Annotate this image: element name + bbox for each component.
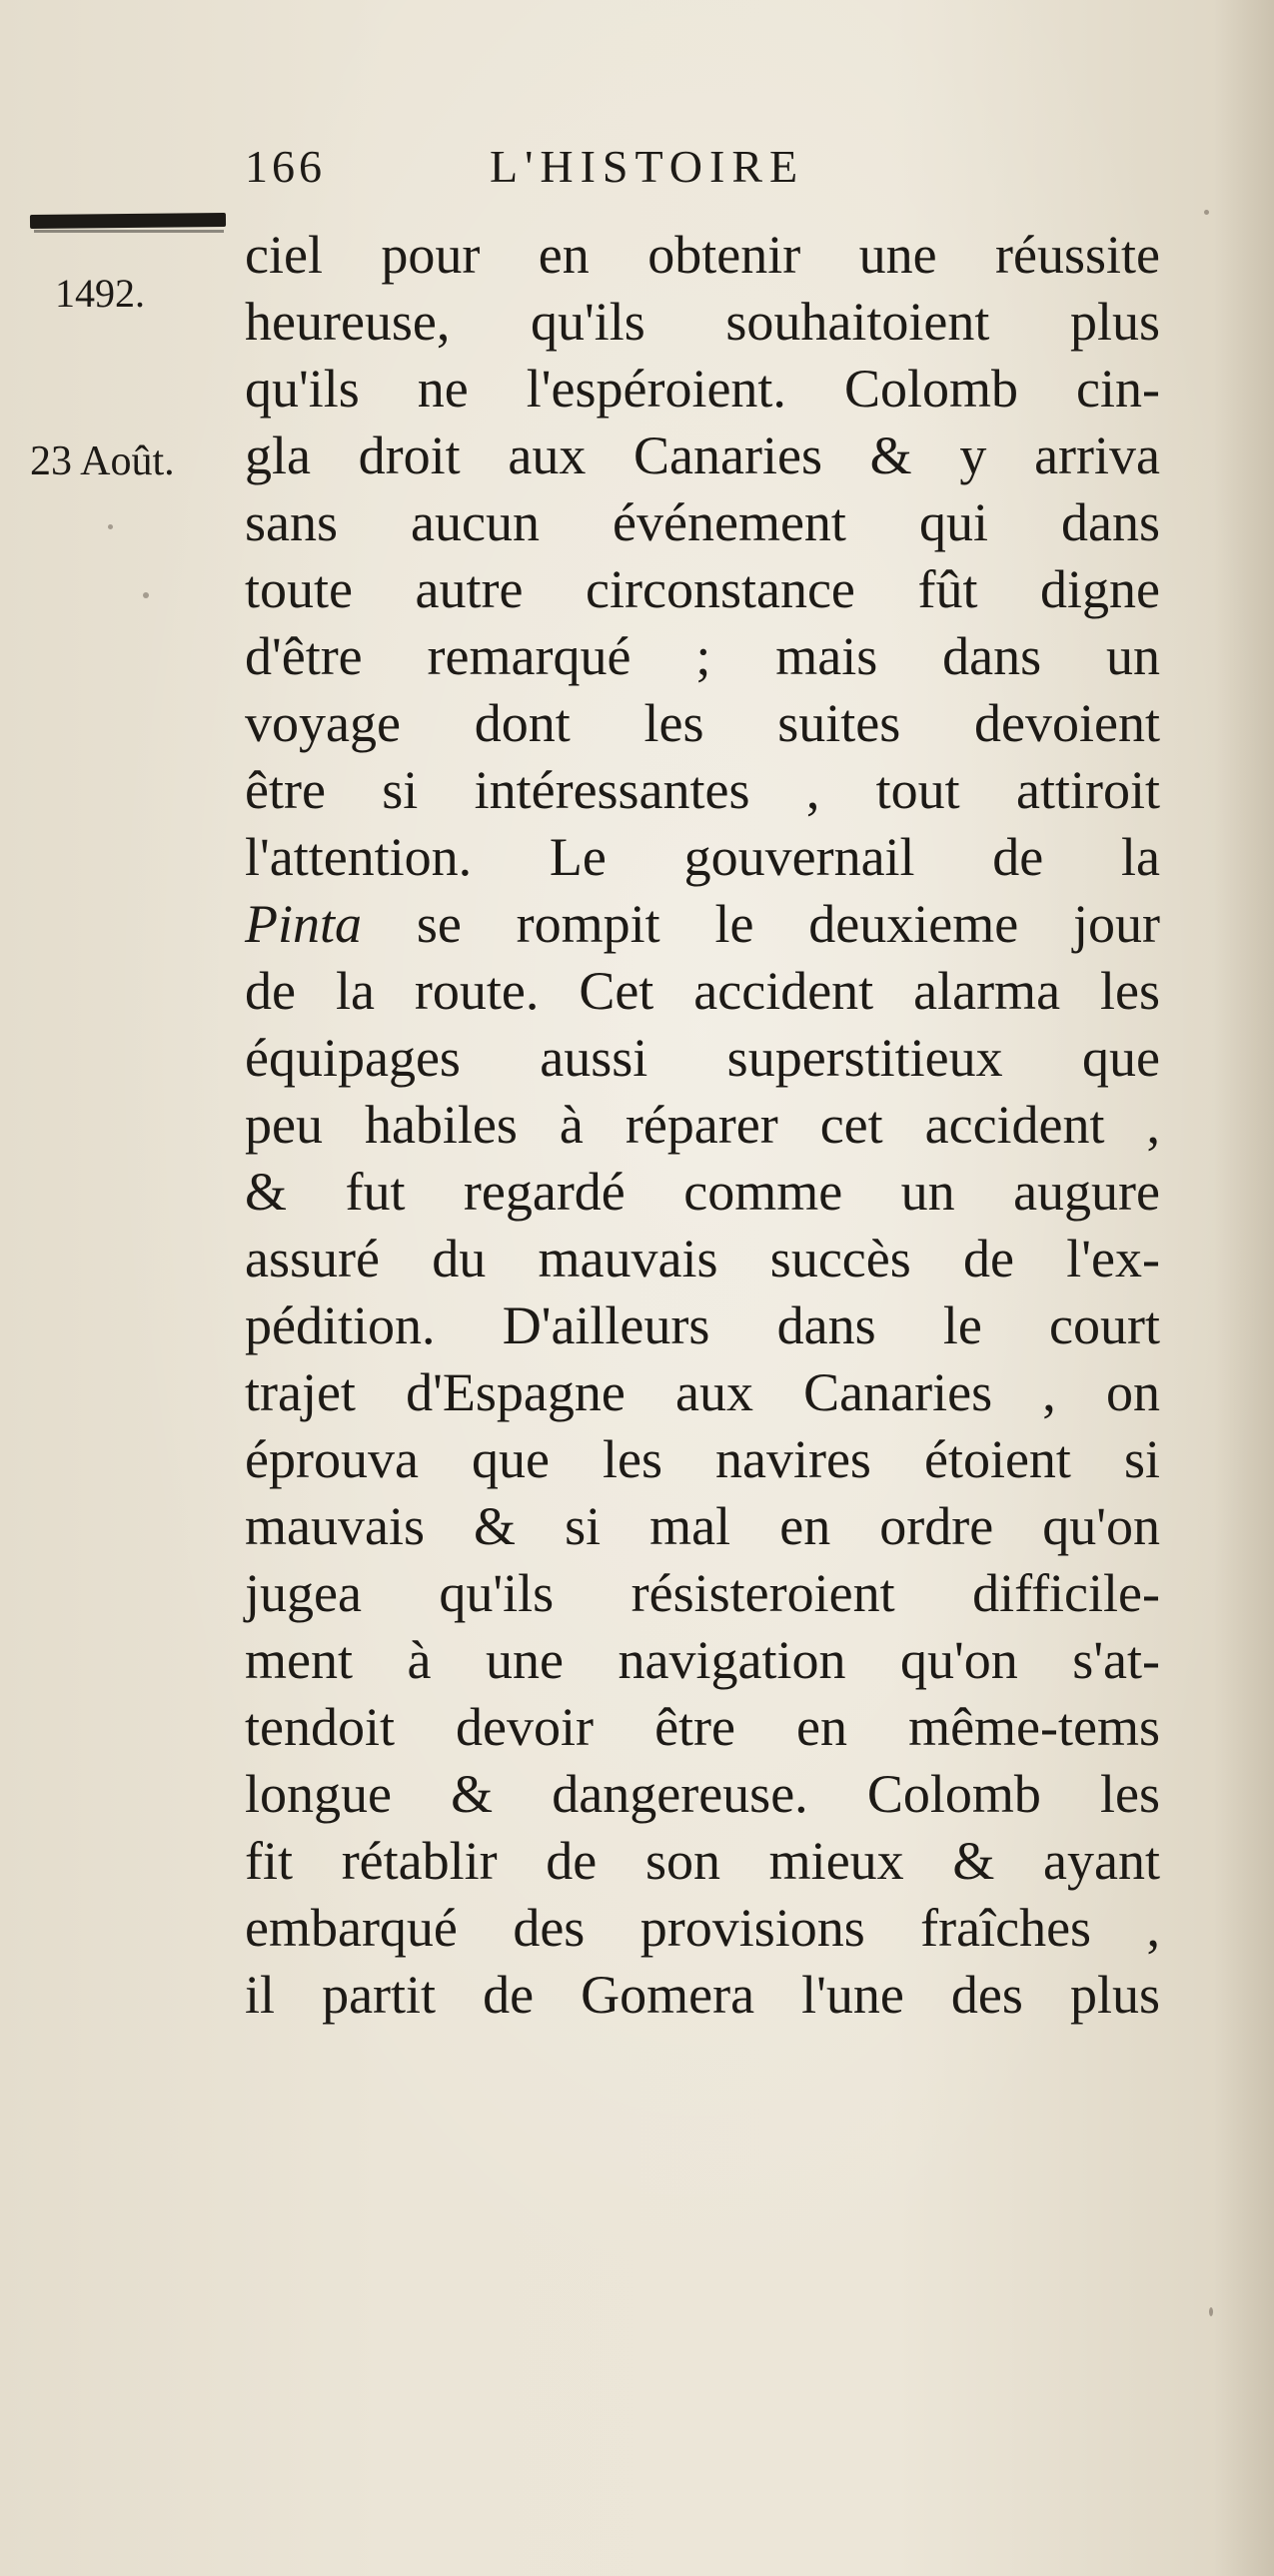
text-line: toute autre circonstance fût digne <box>245 559 1160 619</box>
text-line: l'attention. Le gouvernail de la <box>245 827 1160 887</box>
text-line: éprouva que les navires étoient si <box>245 1429 1160 1489</box>
ink-speck <box>1209 2307 1213 2316</box>
text-line: il partit de Gomera l'une des plus <box>245 1965 1160 2025</box>
text-line: qu'ils ne l'espéroient. Colomb cin- <box>245 359 1160 419</box>
margin-note-year: 1492. <box>55 271 145 316</box>
page-gutter-shadow <box>1214 0 1274 2576</box>
text-line: jugea qu'ils résisteroient difficile- <box>245 1563 1160 1623</box>
text-line: fit rétablir de son mieux & ayant <box>245 1831 1160 1891</box>
text-line: tendoit devoir être en même-tems <box>245 1697 1160 1757</box>
text-line: d'être remarqué ; mais dans un <box>245 626 1160 686</box>
text-line: & fut regardé comme un augure <box>245 1162 1160 1222</box>
text-line: voyage dont les suites devoient <box>245 693 1160 753</box>
text-line: gla droit aux Canaries & y arriva <box>245 426 1160 485</box>
text-line-rest: se rompit le deuxieme jour <box>416 894 1161 954</box>
running-head <box>245 140 1004 210</box>
text-line: longue & dangereuse. Colomb les <box>245 1764 1160 1824</box>
text-line: peu habiles à réparer cet accident , <box>245 1095 1160 1155</box>
text-line: ciel pour en obtenir une réussite <box>245 225 1160 285</box>
page-number: 166 <box>245 141 326 192</box>
text-line: embarqué des provisions fraîches , <box>245 1898 1160 1958</box>
ship-name-italic: Pinta <box>245 894 362 954</box>
text-line: ment à une navigation qu'on s'at- <box>245 1630 1160 1690</box>
margin-rule-shadow <box>34 230 224 233</box>
text-line: heureuse, qu'ils souhaitoient plus <box>245 292 1160 352</box>
text-line: pédition. D'ailleurs dans le court <box>245 1295 1160 1355</box>
ink-speck <box>108 524 113 529</box>
margin-note-date: 23 Août. <box>30 438 175 484</box>
running-head-title: L'HISTOIRE <box>490 141 805 192</box>
text-line: sans aucun événement qui dans <box>245 492 1160 552</box>
ink-speck <box>1204 210 1209 215</box>
body-text <box>245 222 1160 2029</box>
text-line: trajet d'Espagne aux Canaries , on <box>245 1362 1160 1422</box>
text-line-with-italic <box>245 891 1160 958</box>
text-line: de la route. Cet accident alarma les <box>245 961 1160 1021</box>
text-line: mauvais & si mal en ordre qu'on <box>245 1496 1160 1556</box>
margin-rule <box>30 213 226 229</box>
text-line: être si intéressantes , tout attiroit <box>245 760 1160 820</box>
text-line: assuré du mauvais succès de l'ex- <box>245 1229 1160 1288</box>
ink-speck <box>143 592 149 598</box>
text-line: équipages aussi superstitieux que <box>245 1028 1160 1088</box>
